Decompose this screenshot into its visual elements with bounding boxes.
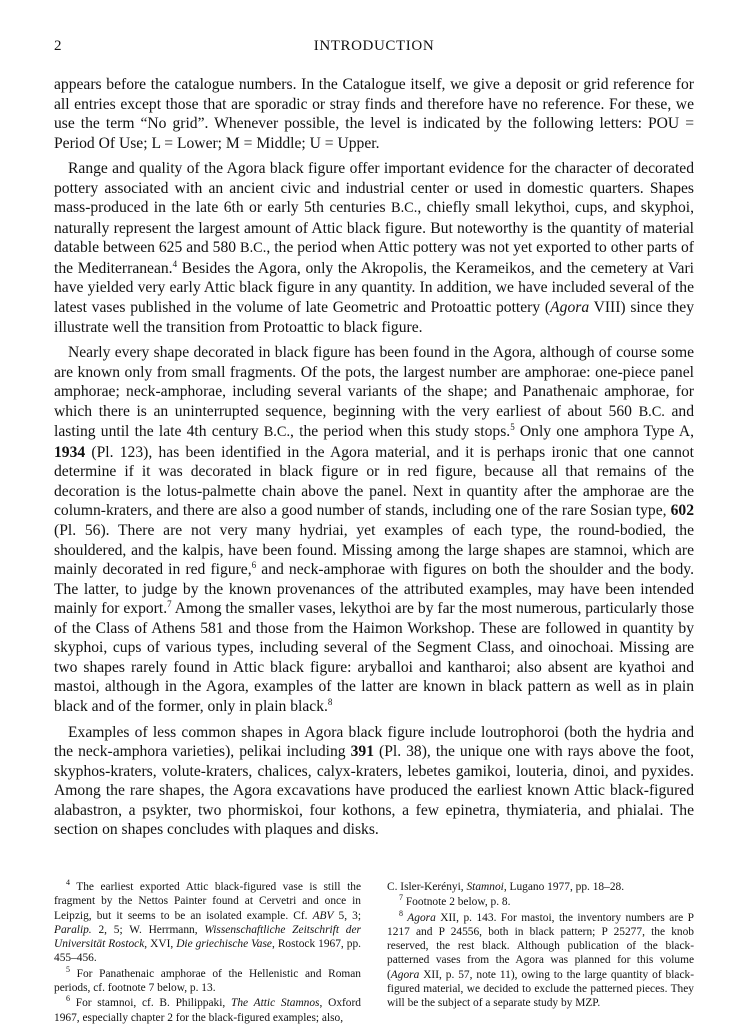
text-run: XII, p. 143. For mastoi, the inventory numbers are P 1217 and P 24556, both in black pattern; P 25277, the knob reserved, the rest black. Although publication of the black-patterned vases from the Agora was planned for this volume ( [387,911,694,981]
paragraph-1 [54,75,694,153]
era-abbrev: B.C. [263,424,291,441]
footnote-ref-5[interactable]: 5 [510,422,515,433]
italic-title: Wissenschaftliche Zeitschrift der Universität Rostock [54,923,361,951]
era-abbrev: B.C. [240,240,267,257]
italic-title: Agora [390,968,420,981]
paragraph-4 [54,723,694,840]
text-run: (Pl. 56). There are not very many hydriai, yet examples of each type, the round-bodied, the shouldered, and the kalpis, have been found. Missing among the large shapes are stamnoi, which are mainly decorated in red figure, [54,522,694,579]
running-head: INTRODUCTION [313,38,435,54]
text-run: (Pl. 38), the unique one with rays above the foot, skyphos-kraters, volute-kraters, chalices, calyx-kraters, lebetes gamikoi, louteria, dinoi, and pyxides. Among the rare shapes, the Agora excavations have produced the earliest known Attic black-figured alabastron, a psykter, two phormiskoi, four kothons, a few epinetra, thymiateria, and phialai. The section on shapes concludes with plaques and disks. [54,743,694,839]
italic-title: Die griechische Vase [176,938,272,951]
text-run: XII, p. 57, note 11), owing to the large quantity of black-figured material, we decided to exclude the patterned pieces. They will be the subject of a separate study by MZP. [387,968,694,1010]
footnote-6 [54,996,361,1025]
footnotes-left-column [54,880,361,1026]
footnote-ref-8[interactable]: 8 [327,696,333,707]
text-run: Footnote 2 below, p. 8. [403,896,511,909]
text-run: , Oxford 1967, especially chapter 2 for the black-figured examples; also, [54,997,361,1024]
text-run: For Panathenaic amphorae of the Hellenistic and Roman periods, cf. footnote 7 below, p. 13. [54,967,361,995]
footnote-4 [54,880,361,966]
text-run: , XVI, [144,938,177,951]
text-run: VIII) since they illustrate well the transition from Protoattic to black figure. [54,299,695,336]
text-run: Besides the Agora, only the Akropolis, the Kerameikos, and the cemetery at Vari have yielded very early Attic black figure in any quantity. In addition, we have included several of the latest vases published in the volume of late Geometric and Protoattic pottery ( [54,259,694,317]
text-run: 5, 3; [333,909,361,922]
catalogue-number: 1934 [54,443,86,461]
footnote-5 [54,964,361,996]
text-run: Examples of less common shapes in Agora black figure include loutrophoroi (both the hydria and the neck-amphora varieties), pelikai including [54,723,694,761]
italic-title: Stamnoi [466,881,504,893]
italic-title: Agora [403,911,436,924]
text-run: Only one amphora Type A, [514,423,694,441]
footnote-7 [387,895,694,909]
era-abbrev: B.C. [638,403,665,420]
text-run: Among the smaller vases, lekythoi are by far the most numerous, particularly those of the Class of Athens 581 and those from the Haimon Workshop. These are followed in quantity by skyphoi, cups of various types, including several of the Segment Class, and oinochoai. Missing are two shapes rarely found in Attic black figure: aryballoi and kantharoi; also absent are kyathoi and mastoi, although in the Agora, examples of the latter are known in black pattern as well as in plain black and of the former, only in plain black. [54,600,695,715]
footnote-number: 6 [66,994,70,1004]
paragraph-3 [54,343,694,716]
italic-title: Paralip. [54,923,92,936]
main-text [54,75,694,846]
text-run: , the period when this study stops. [290,423,511,441]
text-run: , the period when Attic pottery was not yet exported to other parts of the Mediterranean. [54,239,694,277]
italic-title: The Attic Stamnos [231,997,320,1010]
paragraph-2 [54,159,694,337]
footnote-8 [387,908,694,1011]
page-number: 2 [54,38,62,54]
footnote-number: 8 [399,908,403,918]
page-header [54,38,694,60]
footnote-number: 4 [66,878,70,888]
text-run: The earliest exported Attic black-figured vase is still the fragment by the Nettos Painter found at Cervetri and once in Leipzig, but it seems to be an isolated example. Cf. [54,881,361,922]
text-run: , Lugano 1977, pp. 18–28. [503,881,625,893]
text-run: Nearly every shape decorated in black figure has been found in the Agora, although of course some are known only from small fragments. Of the pots, the largest number are amphorae: one-piece panel amphorae; neck-amphorae, including several variants of the shape; and Panathenaic amphorae, for which there is an uninterrupted sequence, beginning with the very earliest of about 560 [54,344,694,420]
italic-title: ABV [312,909,334,922]
footnote-number: 7 [399,893,403,903]
text-run: C. Isler-Kerényi, [387,881,467,893]
footnote-6-continued [387,880,694,894]
footnote-ref-7[interactable]: 7 [167,599,172,610]
catalogue-number: 391 [350,743,374,761]
text-run: appears before the catalogue numbers. In the Catalogue itself, we give a deposit or grid reference for all entries except those that are sporadic or stray finds and therefore have no reference. For these, we use the term “No grid”. Whenever possible, the level is indicated by the following letters: POU = Period Of Use; L = Lower; M = Middle; U = Upper. [54,76,694,152]
era-abbrev: B.C. [391,200,418,217]
footnote-ref-4[interactable]: 4 [172,258,178,269]
italic-title: Agora [550,299,590,317]
text-run: and lasting until the late 4th century [54,402,694,441]
text-run: Range and quality of the Agora black figure offer important evidence for the character of decorated pottery associated with an ancient civic and industrial center or used in domestic quarters. Shapes mass-produced in the late 6th or early 5th centuries [54,160,694,217]
text-run: , chiefly small lekythoi, cups, and skyphoi, naturally represent the largest amount of Attic black figure. But noteworthy is the quantity of material datable between 625 and 580 [54,199,695,257]
text-run: and neck-amphorae with figures on both the shoulder and the body. The latter, to judge by the known provenances of the attributed examples, may have been intended mainly for export. [54,561,694,618]
footnote-number: 5 [66,964,70,974]
text-run: , Rostock 1967, pp. 455–456. [54,938,361,965]
footnote-ref-6[interactable]: 6 [251,559,257,570]
text-run: (Pl. 123), has been identified in the Agora material, and it is perhaps ironic that one cannot determine if it was decorated in black figure or in red figure, because all that remains of the decoration is the lotus-palmette chain above the panel. Next in quantity after the amphorae are the column-kraters, and there are also a good number of stands, including one of the rare Sosian type, [54,443,694,520]
text-run: 2, 5; W. Herrmann, [91,923,205,936]
text-run: For stamnoi, cf. B. Philippaki, [70,997,232,1010]
footnotes-right-column [387,880,694,1012]
catalogue-number: 602 [670,502,694,520]
